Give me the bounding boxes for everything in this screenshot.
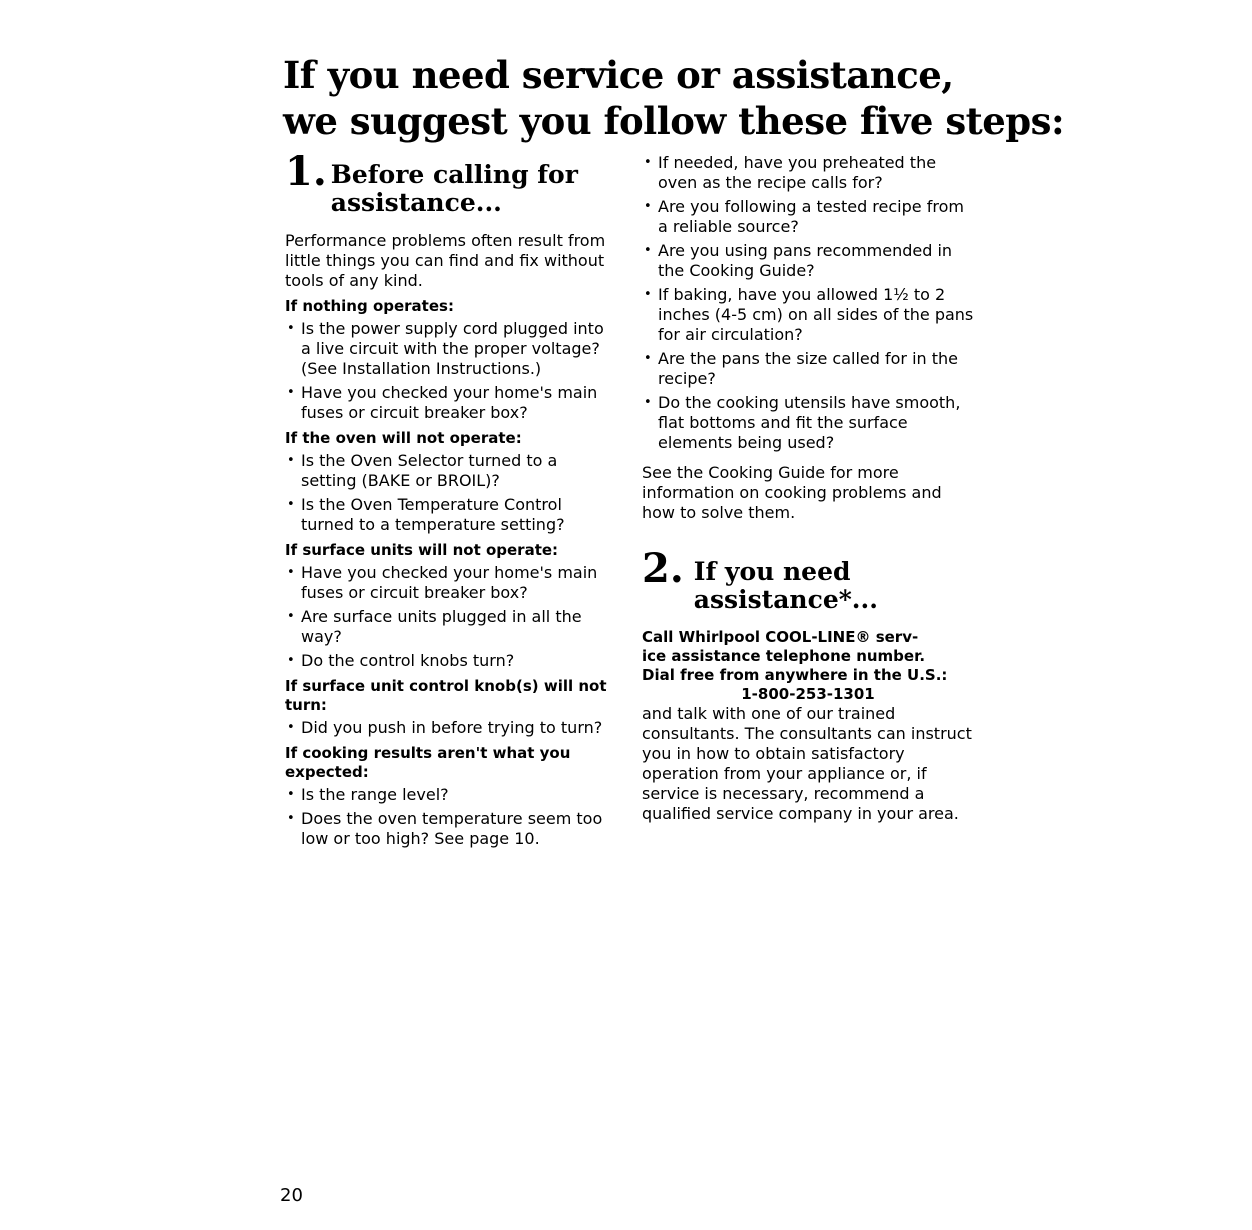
step-2-title-line-1: If you need bbox=[693, 557, 851, 586]
list-item: • Is the Oven Selector turned to a setting (BAKE or BROIL)? bbox=[285, 451, 615, 491]
title-line-2: we suggest you follow these five steps: bbox=[283, 99, 1065, 143]
step-1-intro: Performance problems often result from little things you can find and fix without tools of any kind. bbox=[285, 231, 606, 290]
list-item: • Are the pans the size called for in the recipe? bbox=[642, 349, 974, 389]
step-2-body: and talk with one of our trained consultants. The consultants can instruct you in how to obtain satisfactory operation from your appliance or, if service is necessary, recommend a qualified service company in your area. bbox=[642, 704, 972, 823]
cool-line-callout bbox=[642, 628, 974, 685]
right-column bbox=[642, 153, 974, 824]
section-heading-cooking-results: If cooking results aren't what you expected: bbox=[285, 744, 571, 781]
left-column bbox=[285, 148, 615, 853]
section-heading-oven-not-operate: If the oven will not operate: bbox=[285, 429, 522, 447]
section-heading-surface-units: If surface units will not operate: bbox=[285, 541, 559, 559]
page-number: 20 bbox=[280, 1185, 303, 1206]
list-item: • If needed, have you preheated the oven as the recipe calls for? bbox=[642, 153, 974, 193]
list-item: • Do the control knobs turn? bbox=[285, 651, 615, 671]
checklist-cooking-continued bbox=[642, 153, 974, 453]
list-item: • Are you using pans recommended in the Cooking Guide? bbox=[642, 241, 974, 281]
section-heading-knobs-not-turn: If surface unit control knob(s) will not turn: bbox=[285, 677, 607, 714]
page-title bbox=[283, 52, 1065, 144]
checklist-nothing-operates bbox=[285, 319, 615, 423]
callout-line-1: Call Whirlpool COOL-LINE® serv- bbox=[642, 628, 919, 646]
checklist-cooking-results bbox=[285, 785, 615, 849]
list-item: • Does the oven temperature seem too low or too high? See page 10. bbox=[285, 809, 615, 849]
list-item: • Are surface units plugged in all the way? bbox=[285, 607, 615, 647]
list-item: • Is the power supply cord plugged into a live circuit with the proper voltage? (See Installation Instructions.) bbox=[285, 319, 615, 379]
step-1-title-line-2: assistance... bbox=[330, 188, 502, 217]
step-2-title bbox=[688, 549, 878, 614]
list-item: • If baking, have you allowed 1½ to 2 inches (4-5 cm) on all sides of the pans for air circulation? bbox=[642, 285, 974, 345]
step-2-title-line-2: assistance*... bbox=[693, 585, 878, 614]
step-2-heading bbox=[642, 545, 974, 614]
phone-number: 1-800-253-1301 bbox=[741, 685, 875, 703]
list-item: • Is the range level? bbox=[285, 785, 615, 805]
list-item: • Did you push in before trying to turn? bbox=[285, 718, 615, 738]
list-item: • Are you following a tested recipe from a reliable source? bbox=[642, 197, 974, 237]
callout-line-3: Dial free from anywhere in the U.S.: bbox=[642, 666, 948, 684]
callout-line-2: ice assistance telephone number. bbox=[642, 647, 926, 665]
step-1-title bbox=[331, 152, 578, 217]
title-line-1: If you need service or assistance, bbox=[283, 53, 954, 97]
checklist-knobs-not-turn bbox=[285, 718, 615, 738]
list-item: • Do the cooking utensils have smooth, flat bottoms and fit the surface elements being used? bbox=[642, 393, 974, 453]
step-1-heading bbox=[285, 148, 615, 217]
step-2-number: 2. bbox=[642, 545, 684, 592]
list-item: • Have you checked your home's main fuses or circuit breaker box? bbox=[285, 383, 615, 423]
list-item: • Have you checked your home's main fuses or circuit breaker box? bbox=[285, 563, 615, 603]
step-1-title-line-1: Before calling for bbox=[330, 160, 578, 189]
cooking-guide-note: See the Cooking Guide for more information on cooking problems and how to solve them. bbox=[642, 463, 942, 522]
list-item: • Is the Oven Temperature Control turned to a temperature setting? bbox=[285, 495, 615, 535]
checklist-oven-not-operate bbox=[285, 451, 615, 535]
section-heading-nothing-operates: If nothing operates: bbox=[285, 297, 454, 315]
checklist-surface-units bbox=[285, 563, 615, 671]
step-1-number: 1. bbox=[285, 148, 327, 195]
